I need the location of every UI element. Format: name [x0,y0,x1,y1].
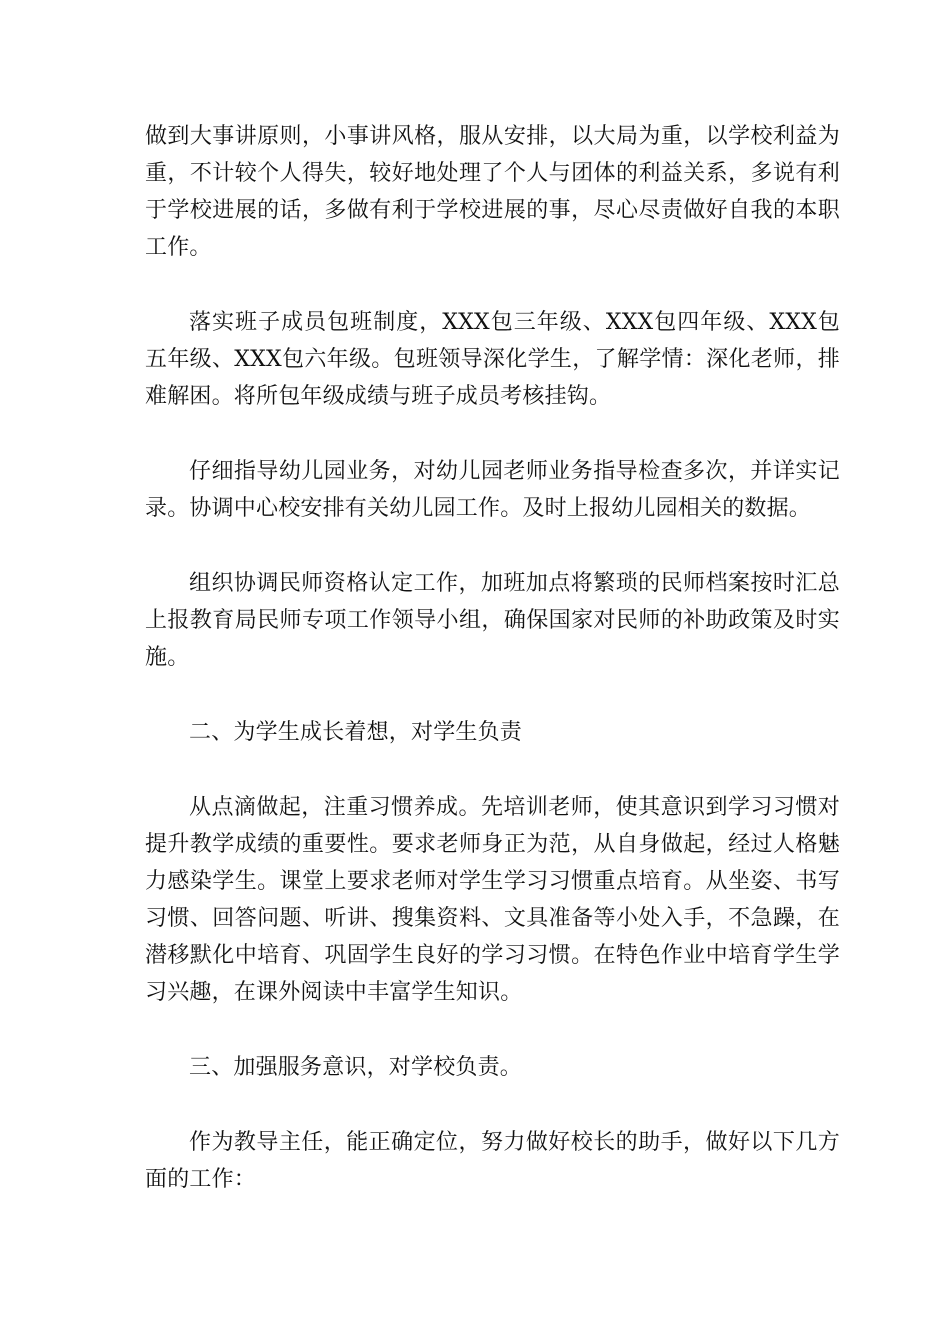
paragraph-director-role: 作为教导主任，能正确定位，努力做好校长的助手，做好以下几方面的工作： [145,1130,840,1192]
paragraph-continuation: 做到大事讲原则，小事讲风格，服从安排，以大局为重，以学校利益为重，不计较个人得失，较好地处理了个人与团体的利益关系，多说有利于学校进展的话，多做有利于学校进展的事，尽心尽责做好自我的本职工作。 [145,124,840,260]
paragraph-teacher-certification: 组织协调民师资格认定工作，加班加点将繁琐的民师档案按时汇总上报教育局民师专项工作领导小组，确保国家对民师的补助政策及时实施。 [145,571,840,670]
paragraph-study-habits: 从点滴做起，注重习惯养成。先培训老师，使其意识到学习习惯对提升教学成绩的重要性。要求老师身正为范，从自身做起，经过人格魅力感染学生。课堂上要求老师对学生学习习惯重点培育。从坐姿、书写习惯、回答问题、听讲、搜集资料、文具准备等小处入手，不急躁，在潜移默化中培育、巩固学生良好的学习习惯。在特色作业中培育学生学习兴趣，在课外阅读中丰富学生知识。 [145,795,840,1005]
section-heading-2: 二、为学生成长着想，对学生负责 [189,720,523,745]
section-heading-3: 三、加强服务意识，对学校负责。 [189,1055,523,1080]
paragraph-class-responsibility: 落实班子成员包班制度，XXX包三年级、XXX包四年级、XXX包五年级、XXX包六年级。包班领导深化学生，了解学情：深化老师，排难解困。将所包年级成绩与班子成员考核挂钩。 [145,310,840,409]
paragraph-kindergarten: 仔细指导幼儿园业务，对幼儿园老师业务指导检查多次，并详实记录。协调中心校安排有关幼儿园工作。及时上报幼儿园相关的数据。 [145,459,840,521]
